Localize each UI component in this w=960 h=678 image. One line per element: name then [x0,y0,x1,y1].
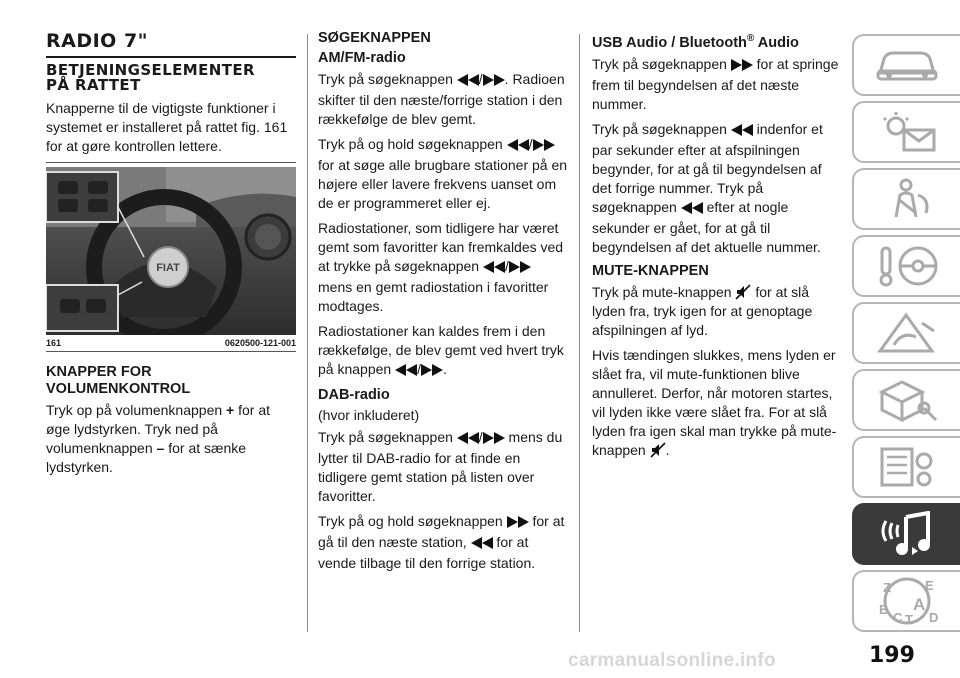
steering-wheel-image [46,167,296,335]
volume-heading: KNAPPER FOR VOLUMENKONTROL [46,364,191,397]
tab-driving[interactable] [852,235,960,297]
tab-car[interactable] [852,34,960,96]
column-3 [592,30,842,466]
svg-text:C: C [893,610,903,625]
page-title: RADIO 7" [46,30,296,58]
svg-text:D: D [929,610,939,625]
svg-text:E: E [925,578,934,593]
seek-forward-icon [731,57,753,76]
chapter-tabs [852,34,960,637]
safety-icon [872,177,942,221]
multimedia-icon [872,511,942,557]
tab-maintenance[interactable] [852,369,960,431]
usb-paragraph-1: Tryk på søgeknappen for at springe frem til begyndelsen af det næste nummer. [592,55,839,112]
svg-text:FIAT: FIAT [156,262,180,274]
mute-paragraph-2: Hvis tændingen slukkes, mens lyden er slået fra, vil mute-funktionen blive annulleret. Derfor, når motoren startes, vil lyden ikke være slået fra. For at slå lyden fra igen skal man trykke på mute-knappen . [592,346,837,458]
mute-icon [735,284,751,300]
seek-forward-icon [507,514,529,533]
car-icon [872,45,942,85]
svg-text:Z: Z [883,580,891,595]
am-paragraph-1: Tryk på søgeknappen / . Radioen skifter til den næste/forrige station i den rækkefølge de blev gemt. [318,71,565,127]
driving-icon [872,244,942,288]
seek-heading: SØGEKNAPPEN [318,30,431,46]
seek-back-icon [395,362,417,381]
seek-forward-icon [421,362,443,381]
figure-caption [46,338,296,348]
watermark: carmanualsonline.info [568,650,776,671]
section-title: BETJENINGSELEMENTER PÅ RATTET [46,61,255,94]
tab-safety[interactable] [852,168,960,230]
mute-icon [650,442,666,458]
intro-paragraph: Knapperne til de vigtigste funktioner i systemet er installeret på rattet fig. 161 for at gøre kontrollen lettere. [46,100,288,154]
svg-text:B: B [879,602,889,617]
dab-heading: DAB-radio [318,387,390,403]
steering-wheel-photo [46,167,296,335]
specifications-icon [872,445,942,489]
am-paragraph-4: Radiostationer kan kaldes frem i den rækkefølge, de blev gemt ved hvert tryk på knappen / . [318,322,568,381]
usb-paragraph-2: Tryk på søgeknappen indenfor et par sekunder efter at afspilningen begynder, for at gå til begyndelsen af det forrige nummer. Tryk på søgeknappen efter at nogle sekunder er gået, for at gå til begyndelsen af det aktuelle nummer. [592,120,823,255]
column-2 [318,30,568,579]
page-number: 199 [869,643,915,668]
figure-code: 0620500-121-001 [224,338,296,348]
column-divider [307,34,308,632]
maintenance-icon [872,378,942,422]
plus-symbol: + [226,402,235,418]
am-paragraph-3: Radiostationer, som tidligere har været gemt som favoritter kan fremkaldes ved at trykke på søgeknappen / mens en gemt radiostation i favoritter modtages. [318,220,564,314]
dab-paragraph-2: Tryk på og hold søgeknappen for at gå til den næste station, for at vende tilbage til den forrige station. [318,513,565,571]
seek-back-icon [471,535,493,554]
am-fm-heading: AM/FM-radio [318,50,406,66]
seek-back-icon [507,137,529,156]
tab-multimedia[interactable] [852,503,960,565]
seek-back-icon [457,430,479,449]
usb-bluetooth-heading: USB Audio / Bluetooth® Audio [592,33,799,51]
seek-forward-icon [483,72,505,91]
seek-forward-icon [533,137,555,156]
tab-road-emergency[interactable] [852,302,960,364]
volume-paragraph: Tryk op på volumenknappen + for at øge lydstyrken. Tryk ned på volumenknappen – for at sænke lydstyrken. [46,402,271,475]
column-1 [46,30,296,483]
tab-index[interactable] [852,570,960,632]
seek-forward-icon [483,430,505,449]
mute-heading: MUTE-KNAPPEN [592,262,709,279]
road-emergency-icon [872,311,942,355]
seek-back-icon [483,259,505,278]
tab-specifications[interactable] [852,436,960,498]
dab-paragraph-1: Tryk på søgeknappen / mens du lytter til DAB-radio for at finde en tidligere gemt station på listen over favoritter. [318,429,563,504]
mute-paragraph-1: Tryk på mute-knappen for at slå lyden fra, tryk igen for at genoptage afspilningen af lyd. [592,283,813,338]
seek-back-icon [681,200,703,219]
minus-symbol: – [156,440,165,456]
figure-number: 161 [46,338,62,348]
column-divider [579,34,580,632]
warning-lights-icon [872,110,942,154]
svg-text:T: T [905,612,913,626]
am-paragraph-2: Tryk på og hold søgeknappen / for at søge alle brugbare stationer på en højere eller lavere frekvens uanset om de er programmeret eller ej. [318,136,568,211]
seek-forward-icon [509,259,531,278]
svg-text:A: A [913,595,926,614]
index-icon [867,576,947,626]
seek-back-icon [731,122,753,141]
tab-warning-lights[interactable] [852,101,960,163]
dab-note: (hvor inkluderet) [318,407,420,423]
figure-161 [46,162,296,352]
seek-back-icon [457,72,479,91]
